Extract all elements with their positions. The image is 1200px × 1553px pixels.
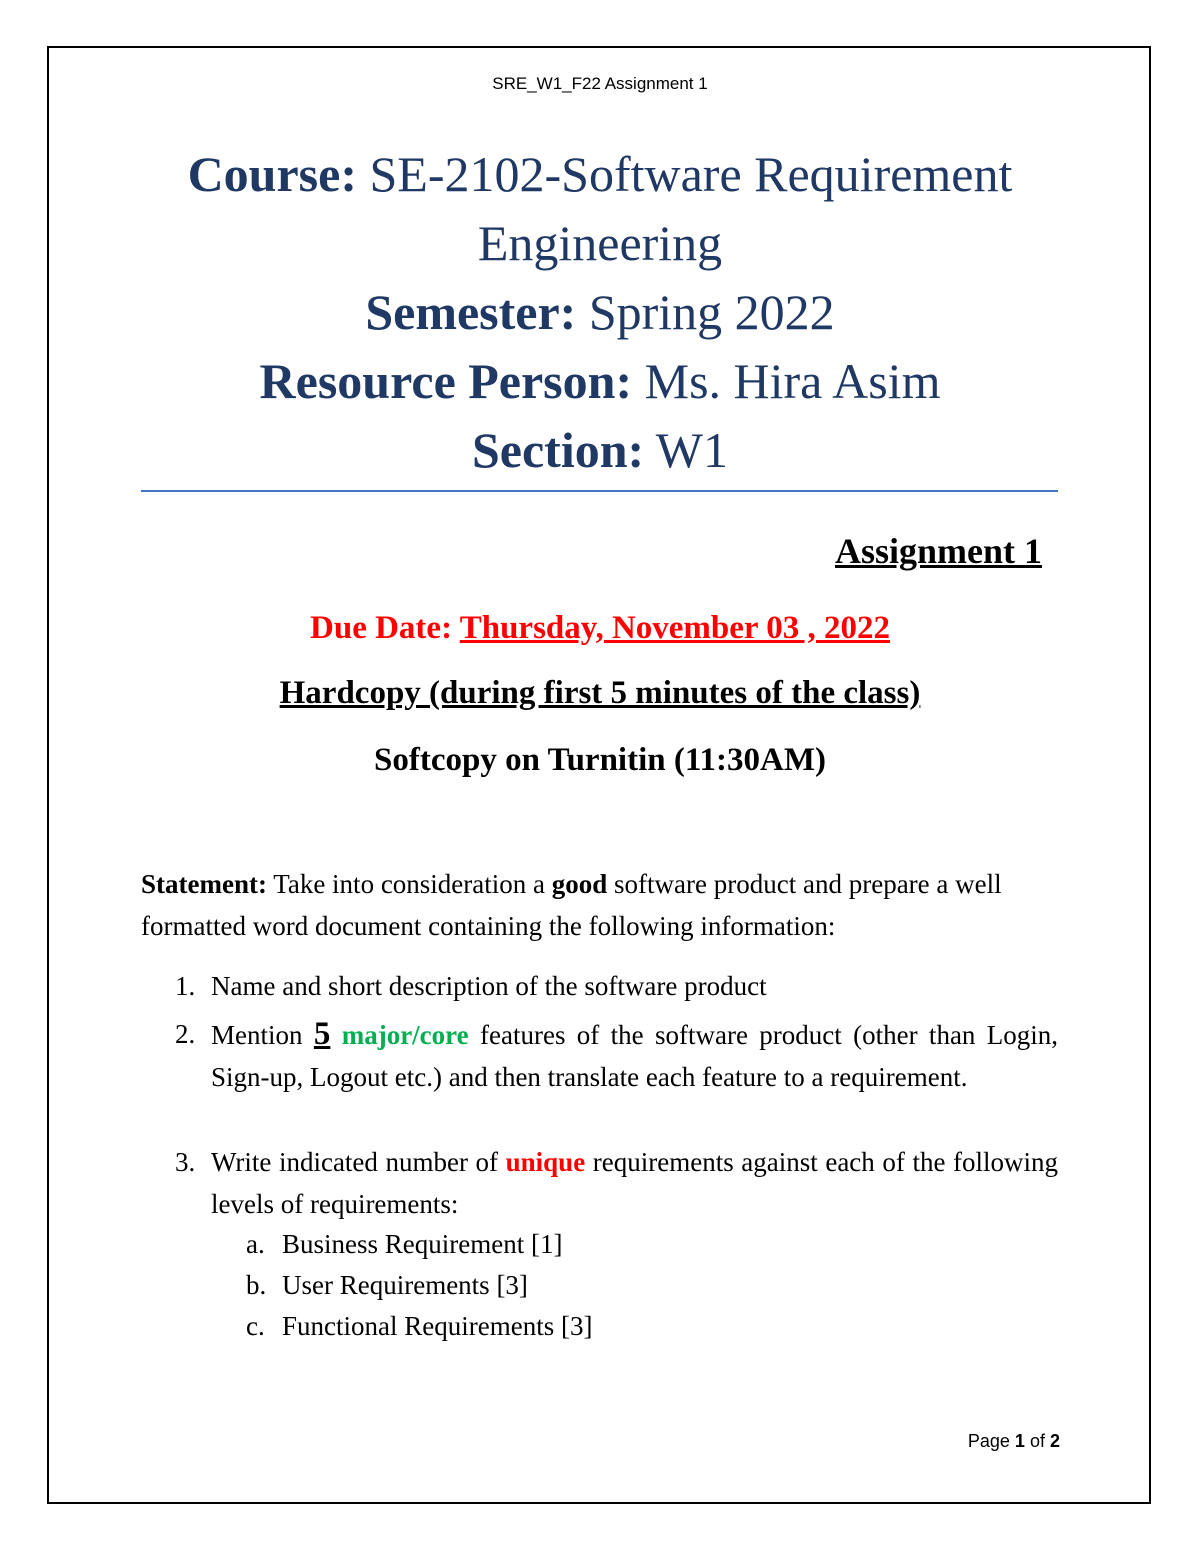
statement-label: Statement: — [141, 869, 267, 899]
due-date-value: Thursday, November 03 , 2022 — [459, 610, 890, 646]
hardcopy-line: Hardcopy (during first 5 minutes of the class) — [279, 675, 921, 711]
section-value: W1 — [655, 422, 728, 478]
statement-emphasis: good — [551, 869, 608, 899]
course-value: SE-2102-Software Requirement — [369, 146, 1013, 202]
section-line — [100, 416, 1100, 485]
softcopy-line: Softcopy on Turnitin (11:30AM) — [374, 742, 826, 778]
semester-line — [100, 278, 1100, 347]
course-title-block — [100, 140, 1100, 485]
sub-item-letter: c. — [246, 1311, 265, 1341]
sub-item-text: User Requirements [3] — [282, 1270, 528, 1300]
sub-item-letter: b. — [246, 1270, 267, 1300]
title-divider — [141, 490, 1058, 492]
semester-value: Spring 2022 — [588, 284, 835, 340]
section-label: Section: — [471, 422, 645, 478]
assignment-heading: Assignment 1 — [834, 531, 1042, 571]
page-total: 2 — [1049, 1431, 1060, 1451]
page-word: Page — [967, 1431, 1010, 1451]
list-item-text: Name and short description of the software product — [211, 971, 767, 1001]
sub-item-text: Business Requirement [1] — [282, 1229, 563, 1259]
feature-count: 5 — [313, 1016, 331, 1052]
list-item-text — [211, 1141, 1058, 1225]
resource-value: Ms. Hira Asim — [644, 353, 941, 409]
of-word: of — [1029, 1431, 1045, 1451]
sub-item-text: Functional Requirements [3] — [282, 1311, 593, 1341]
due-date-line — [0, 610, 1200, 647]
list-item-number: 1. — [175, 971, 196, 1001]
resource-label: Resource Person: — [259, 353, 633, 409]
item-text-after: requirements against each of the following levels of requirements: — [211, 1147, 1058, 1219]
page-footer — [968, 1431, 1060, 1452]
statement-paragraph — [141, 863, 1058, 947]
list-item-text — [211, 1013, 1058, 1098]
list-item-number: 2. — [175, 1019, 196, 1049]
page-header: SRE_W1_F22 Assignment 1 — [492, 74, 708, 93]
item-highlight: major/core — [341, 1020, 469, 1050]
semester-label: Semester: — [365, 284, 577, 340]
item-highlight: unique — [505, 1147, 586, 1177]
course-label: Course: — [187, 146, 357, 202]
list-item-number: 3. — [175, 1147, 196, 1177]
due-date-label: Due Date: — [310, 610, 453, 646]
resource-line — [100, 347, 1100, 416]
item-text-before: Write indicated number of — [211, 1147, 499, 1177]
course-line-2: Engineering — [477, 215, 723, 271]
item-text-after: features of the software product (other than Login, Sign-up, Logout etc.) and then translate each feature to a requirement. — [211, 1020, 1059, 1092]
item-text-before: Mention — [211, 1020, 303, 1050]
page-current: 1 — [1014, 1431, 1025, 1451]
course-line — [100, 140, 1100, 209]
statement-text-before: Take into consideration a — [273, 869, 546, 899]
statement-text-after: software product and prepare a well formatted word document containing the following information: — [141, 869, 1002, 941]
sub-item-letter: a. — [246, 1229, 265, 1259]
